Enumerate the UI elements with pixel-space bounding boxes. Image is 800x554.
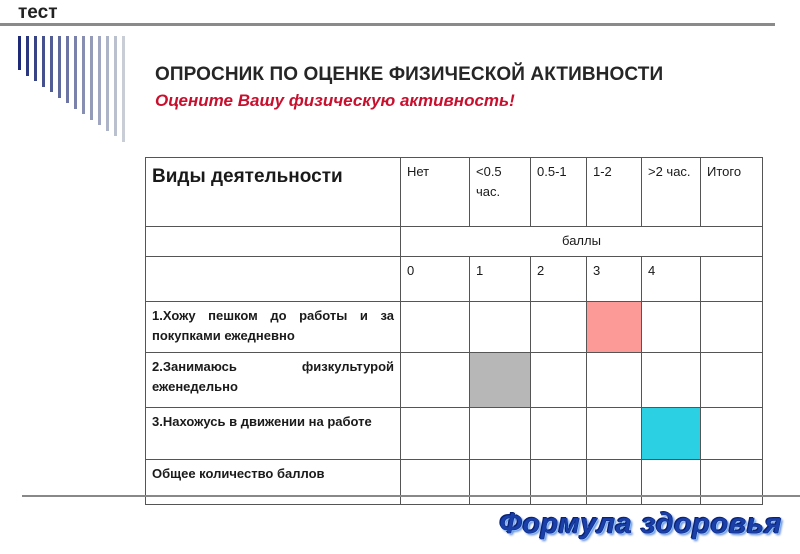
score-cell: 2 — [531, 257, 587, 302]
bottom-divider — [22, 495, 800, 497]
decorative-stripe — [98, 36, 101, 125]
answer-cell[interactable] — [470, 408, 531, 460]
table-row — [146, 302, 763, 353]
answer-cell[interactable] — [587, 460, 642, 505]
table-row — [146, 353, 763, 408]
decorative-stripe — [66, 36, 69, 103]
decorative-stripe — [122, 36, 125, 142]
activity-label: 3.Нахожусь в движении на работе — [146, 408, 401, 460]
total-cell — [701, 408, 763, 460]
answer-cell[interactable] — [642, 302, 701, 353]
footer-logo: Формула здоровья — [499, 508, 782, 540]
top-divider — [0, 23, 775, 26]
page-subtitle: Оцените Вашу физическую активность! — [155, 91, 515, 110]
answer-cell-selected[interactable] — [642, 408, 701, 460]
decorative-stripe — [18, 36, 21, 70]
answer-cell-selected[interactable] — [470, 353, 531, 408]
decorative-stripe — [50, 36, 53, 92]
activity-label: 1.Хожу пешком до работы и за покупками ежедневно — [146, 302, 401, 353]
answer-cell[interactable] — [531, 460, 587, 505]
answer-cell[interactable] — [401, 353, 470, 408]
answer-cell[interactable] — [401, 460, 470, 505]
answer-cell[interactable] — [587, 353, 642, 408]
answer-cell[interactable] — [531, 353, 587, 408]
empty-cell — [701, 257, 763, 302]
decorative-stripe — [114, 36, 117, 136]
activity-type-header: Виды деятельности — [146, 158, 401, 227]
score-cell: 4 — [642, 257, 701, 302]
corner-title: тест — [18, 2, 58, 23]
decorative-stripe — [74, 36, 77, 109]
col-header-gt-two-hours: >2 час. — [642, 158, 701, 227]
activity-label: 2.Занимаюсь физкультурой еженедельно — [146, 353, 401, 408]
activity-label: Общее количество баллов — [146, 460, 401, 505]
table-header-row — [146, 158, 763, 227]
answer-cell[interactable] — [401, 302, 470, 353]
decorative-stripe — [82, 36, 85, 114]
scores-row — [146, 257, 763, 302]
empty-cell — [146, 227, 401, 257]
decorative-stripe — [26, 36, 29, 76]
table-row — [146, 460, 763, 505]
answer-cell-selected[interactable] — [587, 302, 642, 353]
answer-cell[interactable] — [470, 302, 531, 353]
total-cell — [701, 302, 763, 353]
decorative-stripe — [42, 36, 45, 87]
decorative-stripe — [106, 36, 109, 131]
col-header-none: Нет — [401, 158, 470, 227]
answer-cell[interactable] — [401, 408, 470, 460]
col-header-lt-half-hour: <0.5 час. — [470, 158, 531, 227]
total-cell — [701, 353, 763, 408]
answer-cell[interactable] — [642, 460, 701, 505]
page-title: ОПРОСНИК ПО ОЦЕНКЕ ФИЗИЧЕСКОЙ АКТИВНОСТИ — [155, 64, 664, 85]
table-row — [146, 408, 763, 460]
answer-cell[interactable] — [531, 302, 587, 353]
decorative-stripes — [18, 36, 134, 148]
score-cell: 0 — [401, 257, 470, 302]
total-cell — [701, 460, 763, 505]
decorative-stripe — [58, 36, 61, 98]
answer-cell[interactable] — [587, 408, 642, 460]
decorative-stripe — [34, 36, 37, 81]
answer-cell[interactable] — [642, 353, 701, 408]
points-label: баллы — [401, 227, 763, 257]
score-cell: 3 — [587, 257, 642, 302]
empty-cell — [146, 257, 401, 302]
decorative-stripe — [90, 36, 93, 120]
points-label-row — [146, 227, 763, 257]
col-header-total: Итого — [701, 158, 763, 227]
activity-survey-table — [145, 157, 763, 505]
col-header-one-to-two: 1-2 — [587, 158, 642, 227]
answer-cell[interactable] — [470, 460, 531, 505]
col-header-half-to-one: 0.5-1 — [531, 158, 587, 227]
answer-cell[interactable] — [531, 408, 587, 460]
score-cell: 1 — [470, 257, 531, 302]
